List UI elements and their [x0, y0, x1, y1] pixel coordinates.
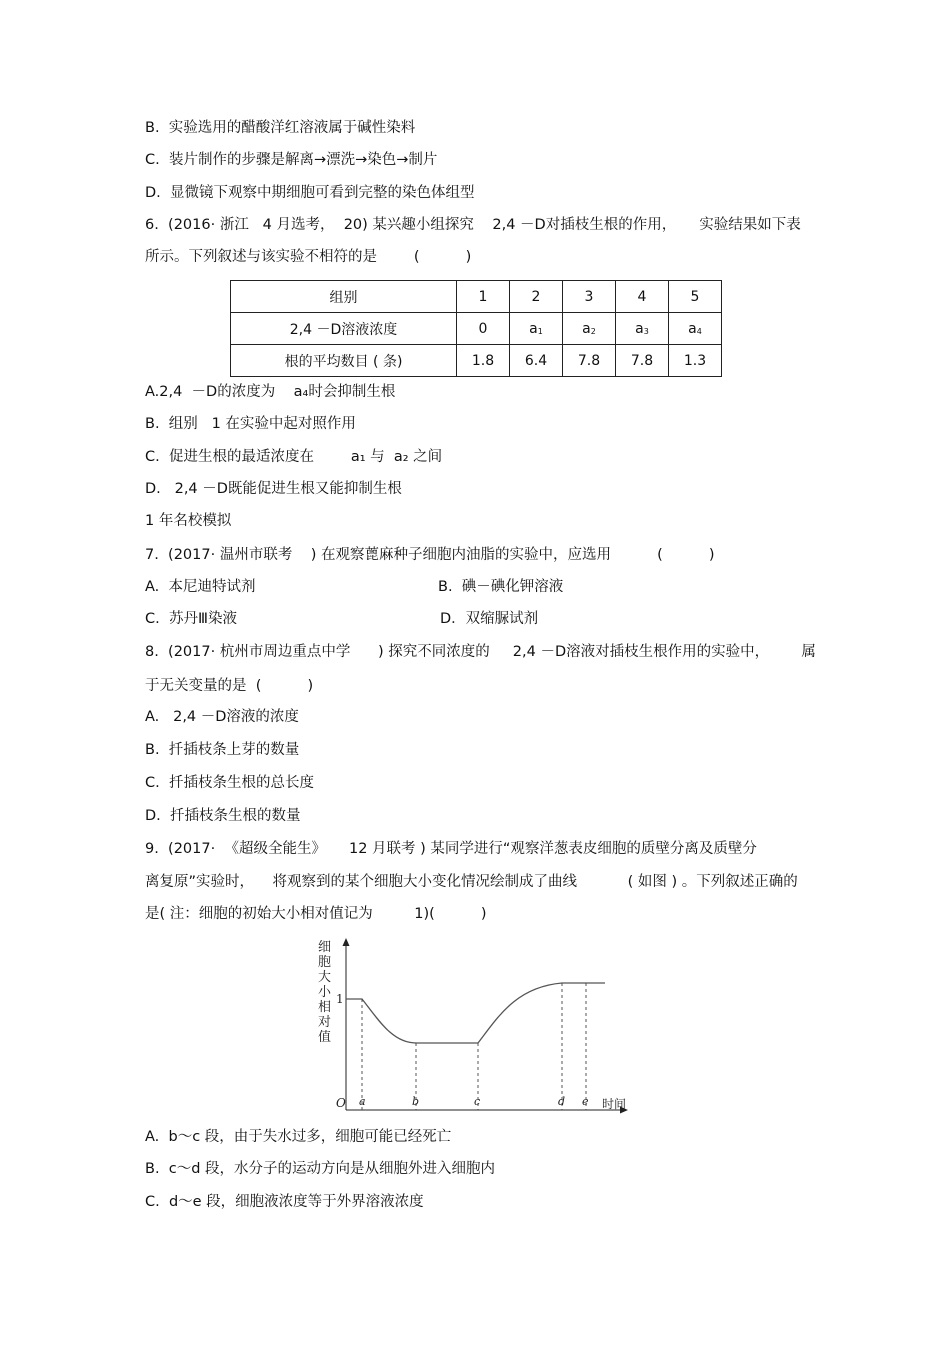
q8-option-c: C. 扦插枝条生根的总长度: [145, 775, 314, 791]
q6-option-c: C. 促进生根的最适浓度在 a₁ 与 a₂ 之间: [145, 449, 443, 465]
y-axis-arrow-icon: [343, 938, 350, 946]
x-point-label-d: d: [558, 1095, 566, 1108]
y-label-char: 胞: [318, 955, 332, 970]
q7-option-b: B. 碘－碘化钾溶液: [438, 579, 564, 595]
y-axis-label: [318, 940, 332, 1045]
table-row: [231, 281, 722, 313]
q6-stem-line2: 所示。下列叙述与该实验不相符的是 ( ): [145, 249, 472, 265]
table-cell: 2: [510, 281, 563, 313]
q9-option-a: A. b～c 段，由于失水过多，细胞可能已经死亡: [145, 1129, 452, 1145]
table-cell: 根的平均数目 ( 条): [231, 345, 457, 377]
q9-option-b: B. c～d 段，水分子的运动方向是从细胞外进入细胞内: [145, 1161, 496, 1177]
table-cell: [616, 313, 669, 345]
y-label-char: 细: [318, 940, 332, 955]
x-point-label-b: b: [412, 1095, 420, 1108]
cell-size-curve: [346, 983, 605, 1043]
table-cell: 7.8: [616, 345, 669, 377]
cell-size-curve-figure: [310, 935, 640, 1120]
table-cell: 6.4: [510, 345, 563, 377]
table-cell: 5: [669, 281, 722, 313]
conc-subscript: 2: [590, 326, 596, 336]
table-row: [231, 313, 722, 345]
table-cell: [563, 313, 616, 345]
table-cell: 1: [457, 281, 510, 313]
q7-option-a: A. 本尼迪特试剂: [145, 579, 256, 595]
q7-option-d: D．双缩脲试剂: [440, 611, 539, 627]
conc-base: a: [529, 320, 538, 337]
x-point-label-e: e: [582, 1095, 589, 1108]
conc-subscript: 1: [537, 326, 543, 336]
y-label-char: 值: [318, 1030, 332, 1045]
table-cell: 3: [563, 281, 616, 313]
conc-base: a: [635, 320, 644, 337]
q8-option-d: D. 扦插枝条生根的数量: [145, 808, 301, 824]
q8-option-a: A. 2,4 －D溶液的浓度: [145, 709, 299, 725]
q6-option-d: D. 2,4 －D既能促进生根又能抑制生根: [145, 481, 402, 497]
table-cell: 1.8: [457, 345, 510, 377]
y-label-char: 相: [318, 1000, 332, 1015]
table-cell: 4: [616, 281, 669, 313]
y-label-char: 对: [318, 1015, 332, 1030]
table-cell: [669, 313, 722, 345]
conc-base: a: [688, 320, 697, 337]
q9-stem-line3: 是( 注：细胞的初始大小相对值记为 1)( ): [145, 906, 487, 922]
table-cell: 0: [457, 313, 510, 345]
q7-stem: 7. (2017· 温州市联考 ) 在观察蓖麻种子细胞内油脂的实验中，应选用 ( ): [145, 547, 715, 563]
table-row: [231, 345, 722, 377]
q9-stem-line2: 离复原”实验时， 将观察到的某个细胞大小变化情况绘制成了曲线 ( 如图 ) 。下列叙述正确的: [145, 874, 798, 890]
q6-stem-line1: 6. (2016· 浙江 4 月选考， 20) 某兴趣小组探究 2,4 －D对插枝生根的作用， 实验结果如下表: [145, 217, 801, 233]
q8-option-b: B. 扦插枝条上芽的数量: [145, 742, 300, 758]
table-cell: 1.3: [669, 345, 722, 377]
q5-option-b: B. 实验选用的醋酸洋红溶液属于碱性染料: [145, 120, 416, 136]
x-point-label-c: c: [474, 1095, 481, 1108]
x-point-label-a: a: [359, 1095, 366, 1108]
section-title: 1 年名校模拟: [145, 513, 232, 529]
table-cell: [510, 313, 563, 345]
table-cell: 组别: [231, 281, 457, 313]
q5-option-c: C. 装片制作的步骤是解离→漂洗→染色→制片: [145, 152, 438, 168]
q9-stem-line1: 9. (2017· 《超级全能生》 12 月联考 ) 某同学进行“观察洋葱表皮细胞的质壁分离及质壁分: [145, 841, 757, 857]
q5-option-d: D. 显微镜下观察中期细胞可看到完整的染色体组型: [145, 185, 475, 201]
results-table: [230, 280, 722, 377]
q8-stem-line2: 于无关变量的是 ( ): [145, 678, 314, 694]
q7-option-c: C. 苏丹Ⅲ染液: [145, 611, 237, 627]
q8-stem-line1: 8. (2017· 杭州市周边重点中学 ) 探究不同浓度的 2,4 －D溶液对插枝生根作用的实验中， 属: [145, 644, 816, 660]
table-cell: 2,4 －D溶液浓度: [231, 313, 457, 345]
conc-subscript: 4: [696, 326, 702, 336]
x-axis-label: 时间: [602, 1097, 627, 1111]
y-label-char: 大: [318, 970, 332, 985]
conc-base: a: [582, 320, 591, 337]
q9-option-c: C. d～e 段，细胞液浓度等于外界溶液浓度: [145, 1194, 424, 1210]
q6-option-b: B. 组别 1 在实验中起对照作用: [145, 416, 356, 432]
y-tick-label: 1: [336, 992, 344, 1006]
y-label-char: 小: [318, 985, 332, 1000]
origin-label: O: [336, 1096, 346, 1110]
q6-option-a: A.2,4 －D的浓度为 a₄时会抑制生根: [145, 384, 396, 400]
table-cell: 7.8: [563, 345, 616, 377]
conc-subscript: 3: [643, 326, 649, 336]
